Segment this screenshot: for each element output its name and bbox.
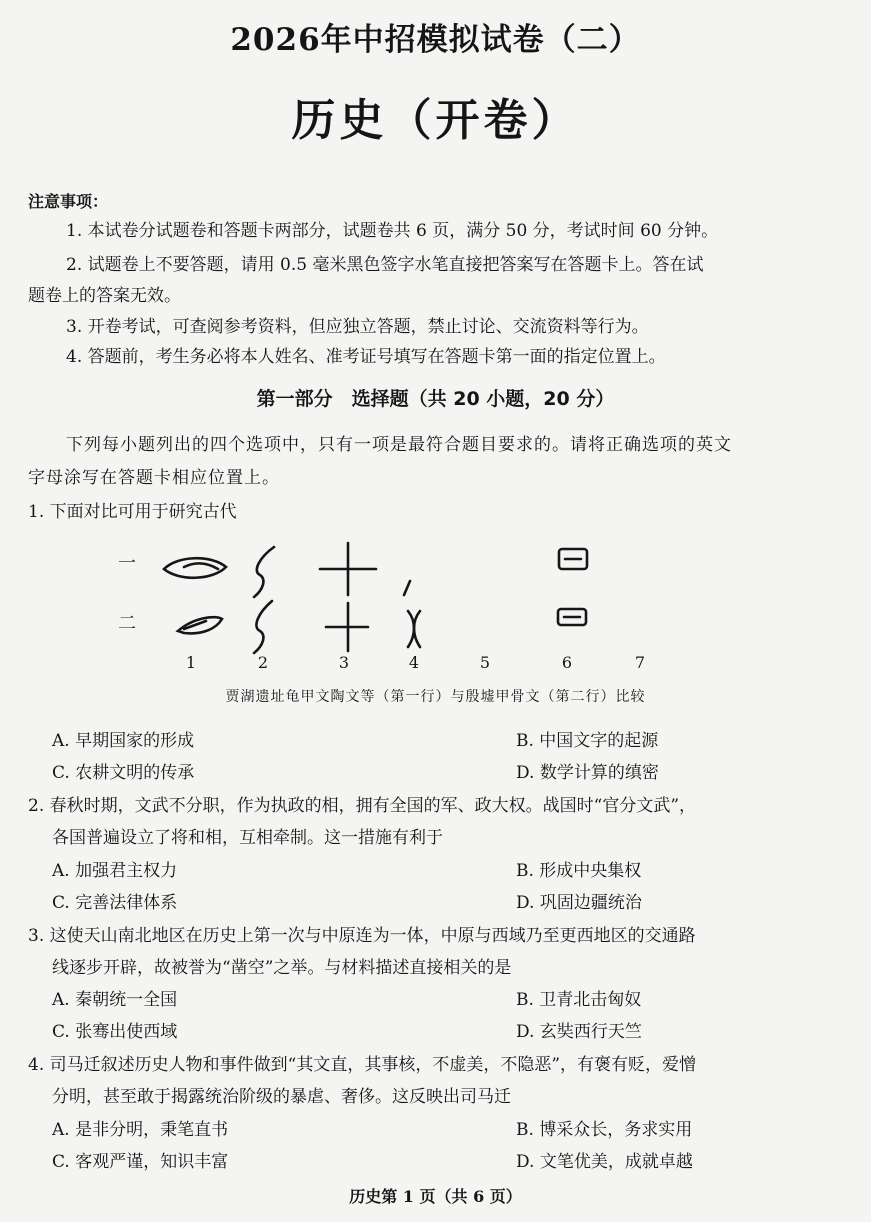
question-2-stem: 2. 春秋时期，文武不分职，作为执政的相，拥有全国的军、政大权。战国时“官分文武”， (28, 796, 697, 816)
notice-item-1: 1. 本试卷分试题卷和答题卡两部分，试题卷共 6 页，满分 50 分，考试时间 60 分钟。 (66, 221, 719, 241)
page-footer: 历史第 1 页（共 6 页） (349, 1187, 522, 1206)
question-2-option-a: A. 加强君主权力 (52, 861, 178, 881)
section-title: 第一部分 选择题（共 20 小题，20 分） (256, 388, 615, 410)
notice-item-3: 3. 开卷考试，可查阅参考资料，但应独立答题，禁止讨论、交流资料等行为。 (66, 317, 649, 337)
question-1-option-d: D. 数学计算的缜密 (516, 763, 659, 783)
question-3-option-b: B. 卫青北击匈奴 (516, 990, 642, 1010)
column-number-1: 1 (185, 653, 197, 672)
glyph-r2-c2 (254, 601, 272, 653)
figure-caption: 贾湖遗址龟甲文陶文等（第一行）与殷墟甲骨文（第二行）比较 (225, 689, 646, 705)
question-4-option-b: B. 博采众长，务求实用 (516, 1120, 693, 1140)
question-3-stem: 3. 这使天山南北地区在历史上第一次与中原连为一体，中原与西域乃至更西地区的交通路 (28, 926, 696, 946)
column-number-7: 7 (634, 653, 646, 672)
notice-heading: 注意事项： (28, 192, 109, 211)
glyph-r1-c4 (404, 581, 410, 595)
column-number-3: 3 (338, 653, 350, 672)
column-number-4: 4 (408, 653, 420, 672)
column-number-5: 5 (479, 653, 491, 672)
question-2-option-d: D. 巩固边疆统治 (516, 893, 642, 913)
notice-item-4: 4. 答题前，考生务必将本人姓名、准考证号填写在答题卡第一面的指定位置上。 (66, 347, 666, 367)
glyph-r1-c6 (559, 549, 587, 569)
subject-title: 历史（开卷） (291, 95, 580, 146)
question-4-option-a: A. 是非分明，秉笔直书 (52, 1120, 229, 1140)
column-number-2: 2 (257, 653, 269, 672)
glyph-comparison-figure (112, 535, 672, 675)
section-instructions: 下列每小题列出的四个选项中，只有一项是最符合题目要求的。请将正确选项的英文 (66, 435, 732, 455)
glyph-r1-c3 (320, 543, 376, 595)
glyph-r2-c6 (558, 609, 586, 625)
row-label-2: 二 (118, 613, 136, 634)
notice-item-2: 2. 试题卷上不要答题，请用 0.5 毫米黑色签字水笔直接把答案写在答题卡上。答在试 (66, 255, 704, 275)
question-4-stem-cont: 分明，甚至敢于揭露统治阶级的暴虐、奢侈。这反映出司马迁 (52, 1087, 511, 1107)
column-number-6: 6 (561, 653, 573, 672)
glyph-r1-c2 (254, 547, 274, 597)
section-instructions-cont: 字母涂写在答题卡相应位置上。 (28, 468, 280, 488)
question-1-stem: 1. 下面对比可用于研究古代 (28, 502, 237, 522)
question-2-option-b: B. 形成中央集权 (516, 861, 642, 881)
question-4-option-d: D. 文笔优美，成就卓越 (516, 1152, 693, 1172)
question-2-stem-cont: 各国普遍设立了将和相，互相牵制。这一措施有利于 (52, 828, 443, 848)
question-3-option-a: A. 秦朝统一全国 (52, 990, 178, 1010)
question-1-option-c: C. 农耕文明的传承 (52, 763, 195, 783)
question-3-stem-cont: 线逐步开辟，故被誉为“凿空”之举。与材料描述直接相关的是 (52, 958, 512, 978)
glyph-r1-c1 (164, 558, 226, 578)
exam-title: 2026年中招模拟试卷（二） (230, 22, 641, 58)
question-3-option-d: D. 玄奘西行天竺 (516, 1022, 642, 1042)
question-1-option-b: B. 中国文字的起源 (516, 731, 659, 751)
question-4-option-c: C. 客观严谨，知识丰富 (52, 1152, 229, 1172)
question-2-option-c: C. 完善法律体系 (52, 893, 178, 913)
glyph-r2-c3 (326, 603, 368, 651)
row-label-1: 一 (118, 553, 136, 574)
glyph-r2-c1 (178, 617, 222, 633)
question-4-stem: 4. 司马迁叙述历史人物和事件做到“其文直，其事核，不虚美，不隐恶”，有褒有贬，爱憎 (28, 1055, 697, 1075)
question-1-option-a: A. 早期国家的形成 (52, 731, 195, 751)
glyph-r2-c4 (408, 611, 420, 647)
question-3-option-c: C. 张骞出使西域 (52, 1022, 178, 1042)
notice-item-2-cont: 题卷上的答案无效。 (28, 286, 181, 306)
